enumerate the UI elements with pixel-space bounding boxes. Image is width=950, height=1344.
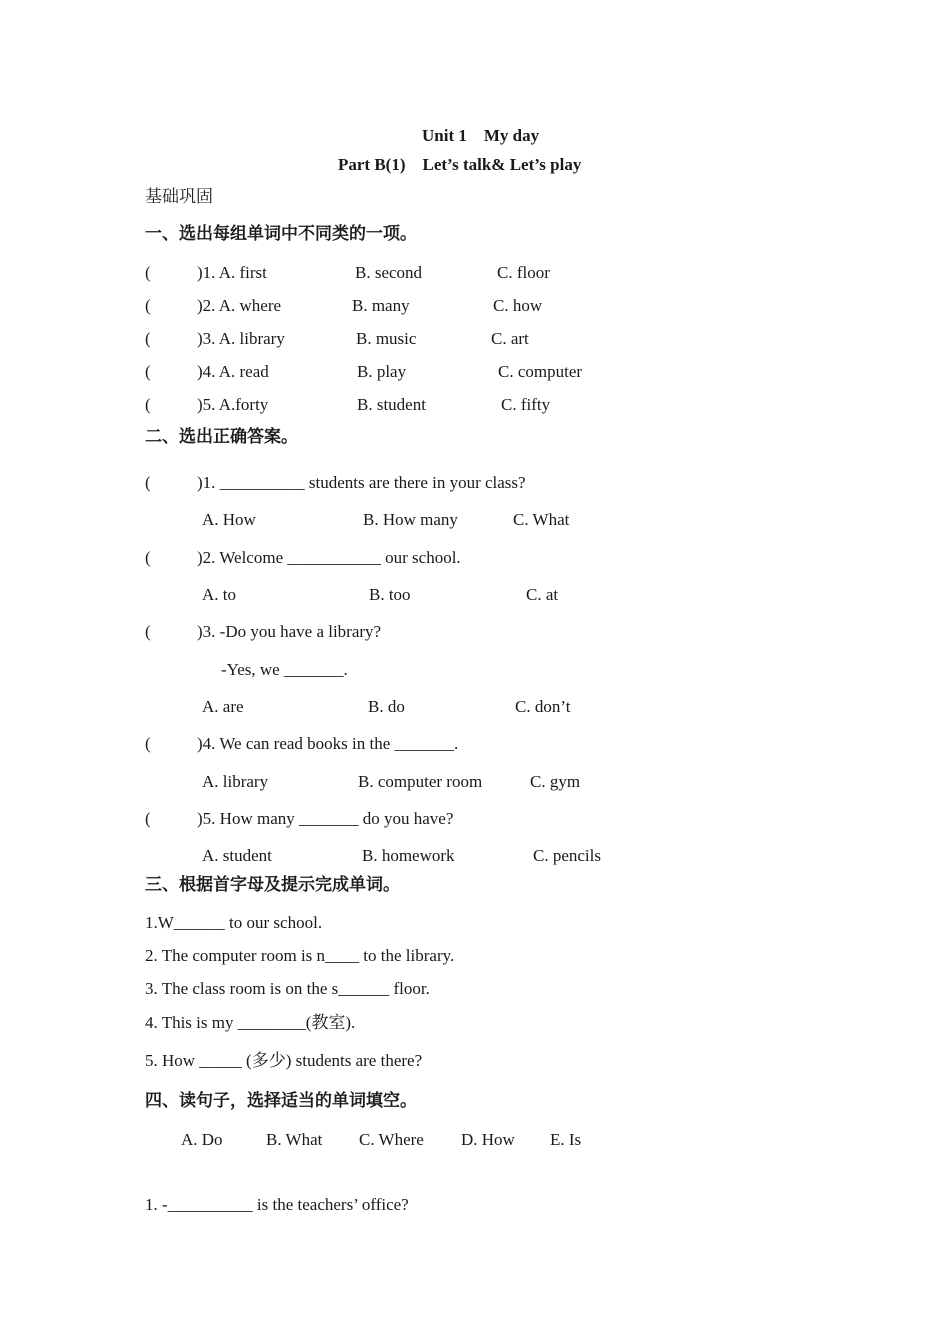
option-c: C. how [493,296,543,315]
option-b: B. computer room [358,772,483,791]
answer-paren: ( [145,263,151,282]
question-text: )2. Welcome ___________ our school. [197,548,461,567]
question-text: )1. __________ students are there in your class? [197,473,526,492]
option-b: B. play [357,362,407,381]
option-a: )5. A.forty [197,395,269,414]
option-a: A. library [202,772,269,791]
option-b: B. homework [362,846,455,865]
option-c: C. gym [530,772,581,791]
fill-item: 3. The class room is on the s______ floor. [145,979,430,998]
option-b: B. many [352,296,410,315]
word-option: E. Is [550,1130,582,1149]
page-title: Unit 1 My day [422,126,540,145]
word-option: C. Where [359,1130,424,1149]
option-c: C. computer [498,362,583,381]
fill-item: 5. How _____ (多少) students are there? [145,1051,423,1070]
question-text: )5. How many _______ do you have? [197,809,454,828]
answer-paren: ( [145,395,151,414]
option-b: B. do [368,697,405,716]
option-c: C. fifty [501,395,551,414]
option-a: )1. A. first [197,263,267,282]
section-3-heading: 三、根据首字母及提示完成单词。 [145,875,400,895]
option-b: B. student [357,395,426,414]
option-c: C. What [513,510,570,529]
option-c: C. floor [497,263,550,282]
answer-paren: ( [145,362,151,381]
option-a: A. student [202,846,272,865]
question-text: )4. We can read books in the _______. [197,734,459,753]
answer-paren: ( [145,548,151,567]
option-b: B. How many [363,510,458,529]
answer-paren: ( [145,473,151,492]
question-text: 1. -__________ is the teachers’ office? [145,1195,409,1214]
question-text: )3. -Do you have a library? [197,622,382,641]
option-b: B. second [355,263,423,282]
word-option: A. Do [181,1130,223,1149]
option-c: C. don’t [515,697,571,716]
option-a: )3. A. library [197,329,285,348]
fill-item: 2. The computer room is n____ to the library. [145,946,455,965]
option-c: C. art [491,329,529,348]
option-a: )4. A. read [197,362,269,381]
section-4-heading: 四、读句子，选择适当的单词填空。 [145,1091,417,1111]
word-option: D. How [461,1130,515,1149]
fill-item: 4. This is my ________(教室). [145,1013,356,1032]
answer-paren: ( [145,622,151,641]
word-option: B. What [266,1130,323,1149]
option-a: A. are [202,697,244,716]
basic-label: 基础巩固 [145,187,213,207]
answer-paren: ( [145,296,151,315]
answer-paren: ( [145,809,151,828]
section-1-heading: 一、选出每组单词中不同类的一项。 [145,224,417,244]
option-a: A. to [202,585,236,604]
page-subtitle: Part B(1) Let’s talk& Let’s play [338,155,582,174]
option-c: C. pencils [533,846,601,865]
option-a: )2. A. where [197,296,282,315]
answer-paren: ( [145,734,151,753]
option-b: B. music [356,329,417,348]
fill-item: 1.W______ to our school. [145,913,323,932]
option-b: B. too [369,585,411,604]
question-reply: -Yes, we _______. [221,660,348,679]
answer-paren: ( [145,329,151,348]
option-c: C. at [526,585,559,604]
option-a: A. How [202,510,256,529]
section-2-heading: 二、选出正确答案。 [145,427,298,447]
